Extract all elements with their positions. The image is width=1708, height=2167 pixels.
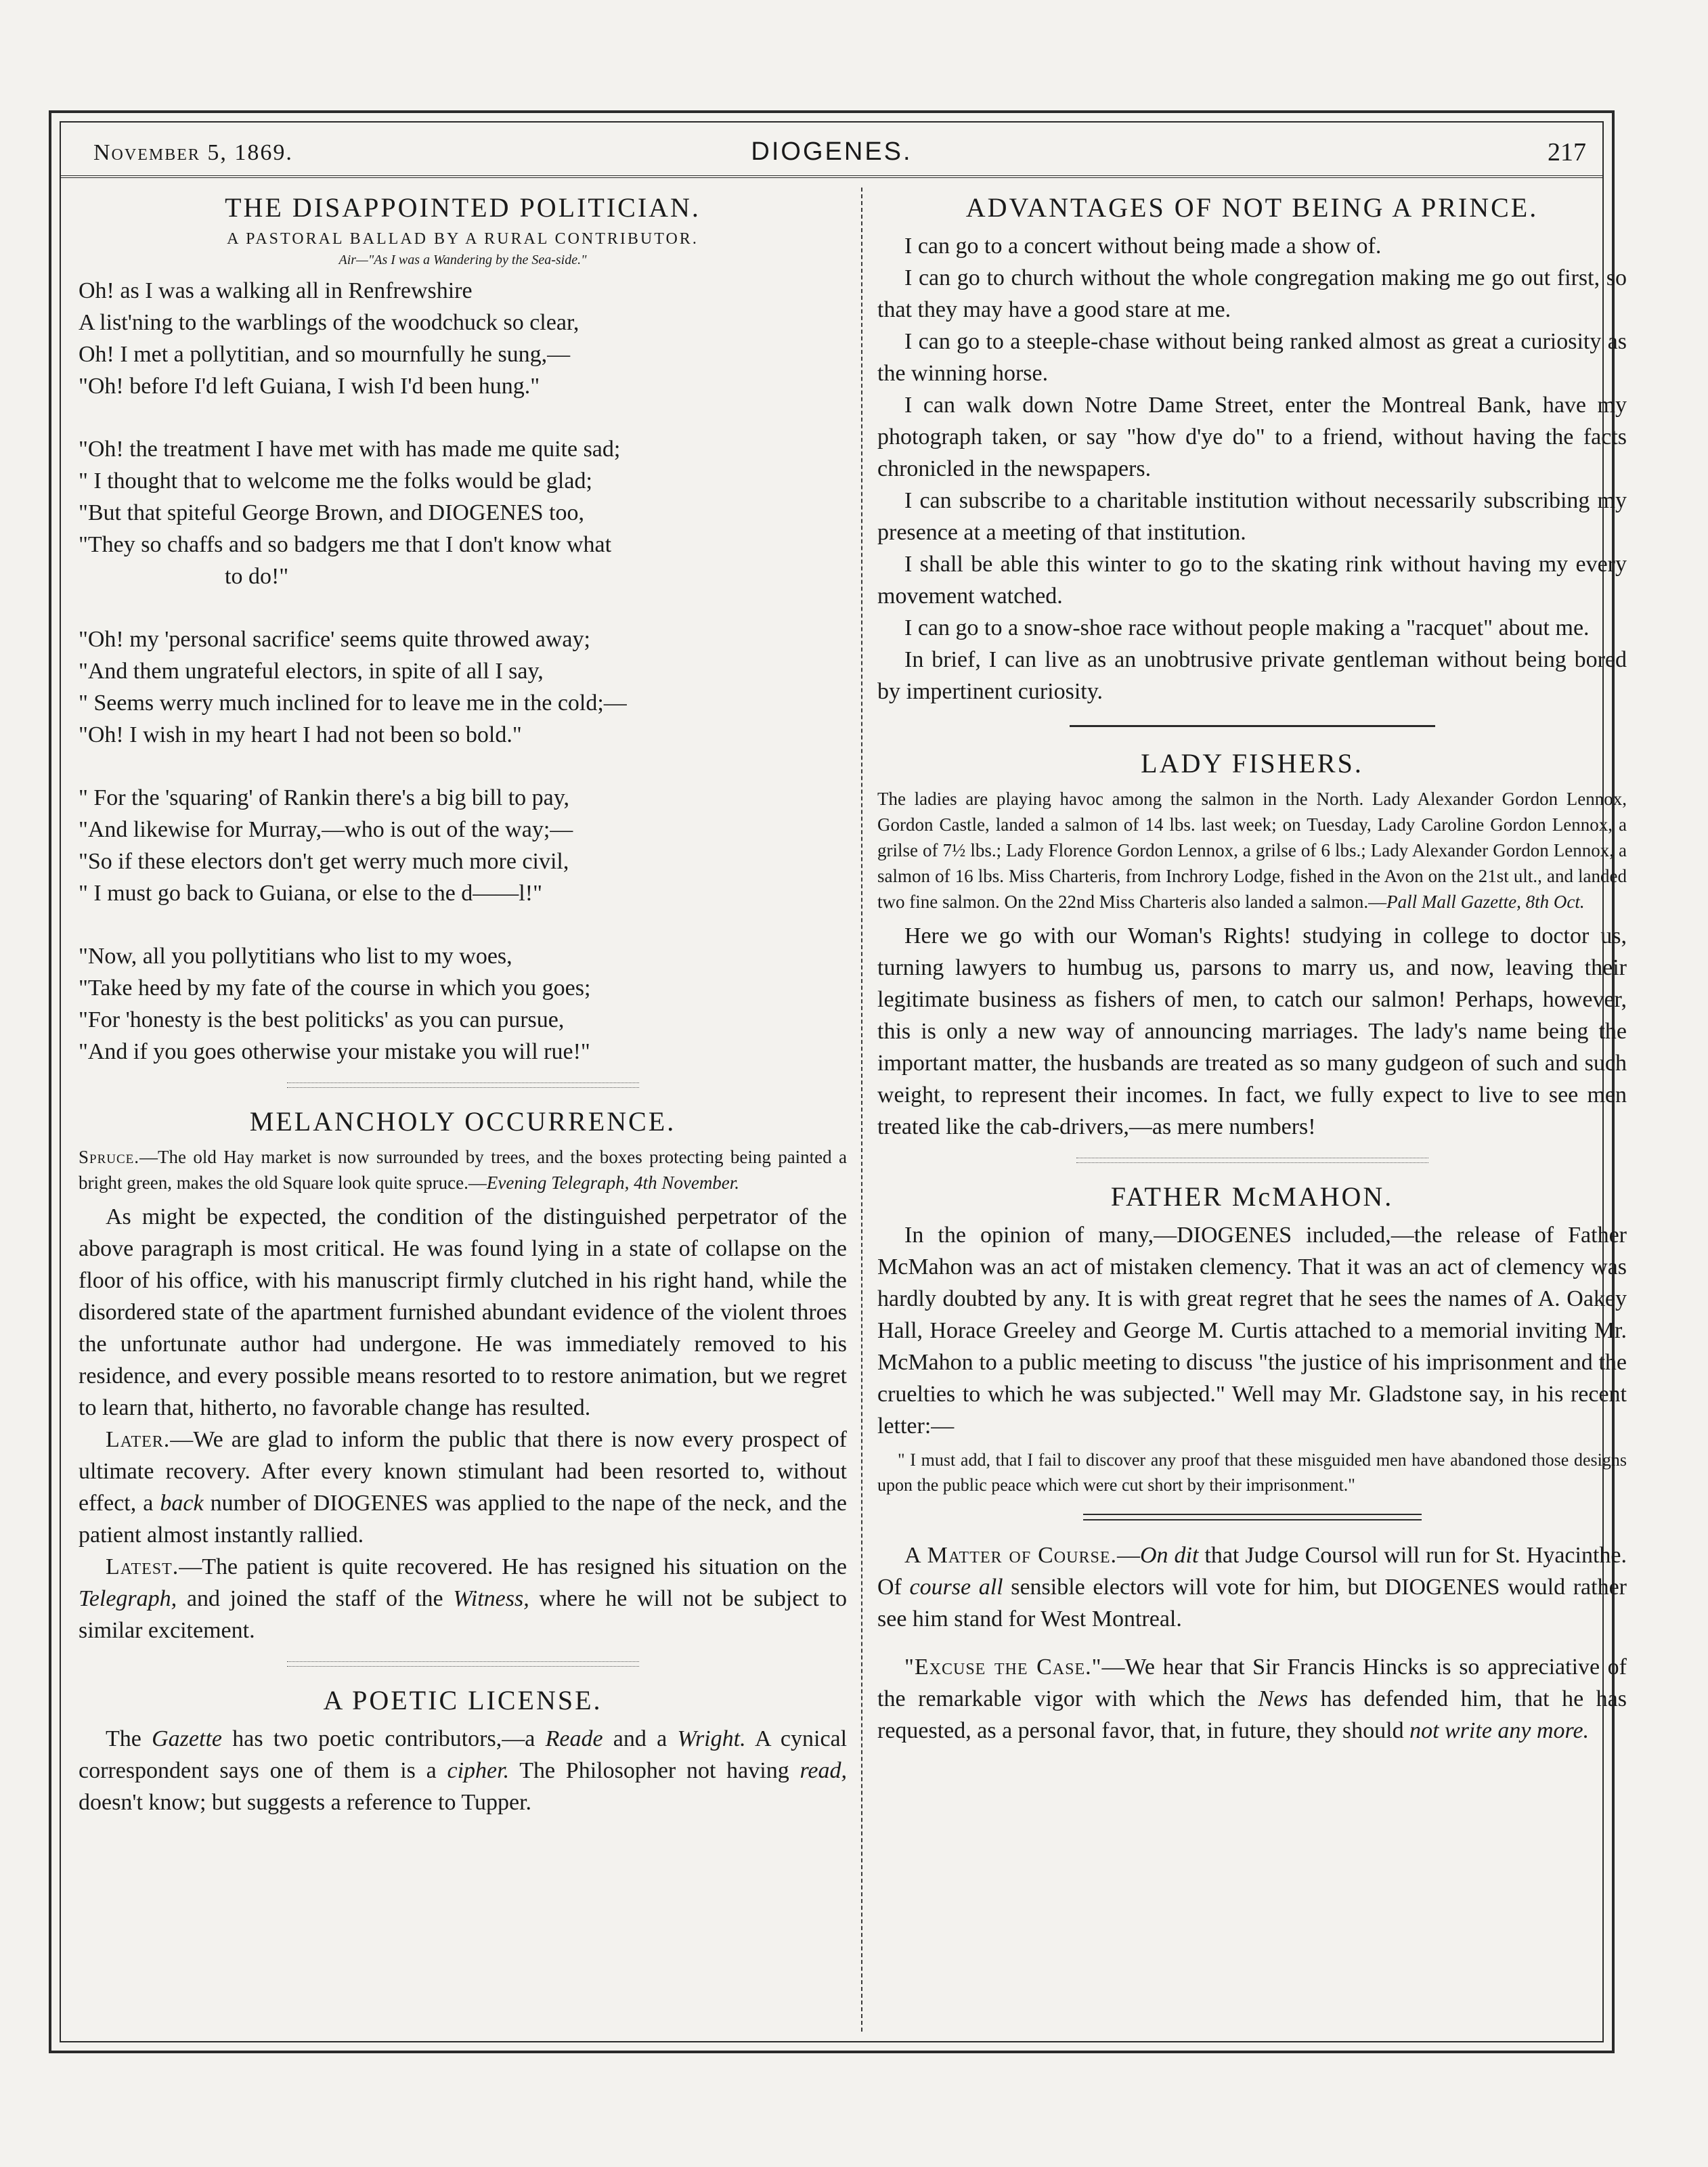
masthead — [61, 123, 1602, 178]
verse-line: "Oh! the treatment I have met with has made me quite sad; — [79, 437, 621, 462]
note-source: Evening Telegraph, 4th November. — [486, 1173, 740, 1193]
article-excuse-the-case — [877, 1651, 1627, 1747]
run-in-label: Latest. — [106, 1554, 179, 1579]
text-run: where he will not be subject to similar excitement. — [79, 1586, 847, 1643]
page-number: 217 — [1548, 138, 1586, 167]
text-run: number of DIOGENES was applied to the nape of the neck, and the patient almost instantly rallied. — [79, 1491, 847, 1548]
article-title: A POETIC LICENSE. — [323, 1685, 603, 1715]
verse-line: "But that spiteful George Brown, and DIOGENES too, — [79, 500, 584, 525]
article-father-mcmahon — [877, 1181, 1627, 1497]
paragraph — [877, 1651, 1627, 1747]
section-divider — [1070, 725, 1435, 727]
emphasis: cipher. — [447, 1758, 510, 1783]
run-in-label: "Excuse the Case." — [904, 1655, 1102, 1680]
paragraph: In brief, I can live as an unobtrusive private gentleman without being bored by impertinent curiosity. — [877, 647, 1627, 704]
ballad-verse — [79, 275, 847, 1068]
text-run: and a — [613, 1726, 667, 1751]
article-melancholy-occurrence — [79, 1106, 847, 1646]
verse-line: to do!" — [225, 564, 289, 589]
stanza — [79, 433, 847, 592]
run-in-label: Later. — [106, 1427, 171, 1452]
paragraph: As might be expected, the condition of the distinguished perpetrator of the above paragraph is most critical. He was found lying in a state of collapse on the floor of his office, with his manuscript firmly clutched in his right hand, while the disordered state of the apartment furnished abundant evidence of the violent throes the unfortunate author had undergone. He was immediately removed to his residence, and every possible means resorted to to restore animation, but we regret to learn that, hitherto, no favorable change has resulted. — [79, 1204, 847, 1420]
verse-line: " I thought that to welcome me the folks would be glad; — [79, 468, 592, 494]
stanza — [79, 782, 847, 909]
text-run: A cynical correspondent says one of them is a — [79, 1726, 847, 1783]
verse-line: "And if you goes otherwise your mistake you will rue!" — [79, 1039, 590, 1064]
paragraph-later — [79, 1424, 847, 1551]
emphasis: Telegraph, — [79, 1586, 177, 1611]
note-label: Spruce. — [79, 1147, 140, 1167]
text-run: The — [106, 1726, 141, 1751]
note-source: Pall Mall Gazette, 8th Oct. — [1386, 892, 1585, 912]
article-air: Air—"As I was a Wandering by the Sea-side." — [338, 253, 587, 267]
emphasis: Reade — [545, 1726, 603, 1751]
run-in-label: A Matter of Course. — [904, 1543, 1117, 1568]
text-run: that Judge Coursol will run for St. Hyacinthe. Of — [877, 1543, 1627, 1600]
verse-line: "Oh! before I'd left Guiana, I wish I'd been hung." — [79, 374, 540, 399]
column-divider — [861, 188, 862, 2032]
verse-line: "And them ungrateful electors, in spite of all I say, — [79, 659, 544, 684]
emphasis: Gazette — [152, 1726, 222, 1751]
paragraph: I can go to a steeple-chase without being ranked almost as great a curiosity as the winning horse. — [877, 329, 1627, 386]
issue-date: November 5, 1869. — [93, 140, 293, 165]
verse-line: "Oh! I wish in my heart I had not been so bold." — [79, 722, 522, 747]
text-run: — — [1117, 1543, 1140, 1568]
section-divider — [287, 1082, 639, 1088]
emphasis: back — [160, 1491, 204, 1516]
article-matter-of-course — [877, 1539, 1627, 1635]
text-run: and joined the staff of the — [186, 1586, 443, 1611]
quoted-paragraph — [877, 786, 1627, 915]
stanza — [79, 275, 847, 402]
text-run: —We hear that Sir Francis Hincks is so appreciative of the remarkable vigor with which the — [877, 1655, 1627, 1711]
section-divider — [1076, 1158, 1428, 1163]
emphasis: On dit — [1140, 1543, 1199, 1568]
verse-line: "Oh! my 'personal sacrifice' seems quite throwed away; — [79, 627, 590, 652]
paragraph: In the opinion of many,—DIOGENES included,—the release of Father McMahon was an act of mistaken clemency. That it was an act of clemency was hardly doubted by any. It is with great regret that he sees the names of A. Oakey Hall, Horace Greeley and George M. Curtis attached to a memorial inviting Mr. McMahon to a public meeting to discuss "the justice of his imprisonment and the cruelties to which he was subjected." Well may Mr. Gladstone say, in his recent letter:— — [877, 1223, 1627, 1439]
emphasis: News — [1258, 1686, 1309, 1711]
verse-line: " Seems werry much inclined for to leave me in the cold;— — [79, 691, 627, 716]
paragraph: I can go to church without the whole congregation making me go out first, so that they may have a good stare at me. — [877, 265, 1627, 322]
text-run: —We are glad to inform the public that there is now every prospect of ultimate recovery. After every known stimulant had been resorted to, without effect, a — [79, 1427, 847, 1516]
emphasis: Wright. — [677, 1726, 746, 1751]
paragraph: I can walk down Notre Dame Street, enter the Montreal Bank, have my photograph taken, or say "how d'ye do" to a friend, without having the facts chronicled in the newspapers. — [877, 393, 1627, 481]
publication-title: DIOGENES. — [751, 137, 913, 166]
article-title: LADY FISHERS. — [1141, 748, 1363, 779]
verse-line: "Take heed by my fate of the course in which you goes; — [79, 976, 591, 1001]
text-run: —The patient is quite recovered. He has resigned his situation on the — [179, 1554, 847, 1579]
text-run: The Philosopher not having — [519, 1758, 789, 1783]
article-subtitle: A PASTORAL BALLAD BY A RURAL CONTRIBUTOR. — [227, 230, 699, 248]
article-poetic-license — [79, 1684, 847, 1818]
left-column — [79, 188, 847, 2032]
paragraph — [79, 1723, 847, 1818]
paragraph-latest — [79, 1551, 847, 1646]
article-advantages-not-prince — [877, 192, 1627, 707]
verse-line: "So if these electors don't get werry much more civil, — [79, 849, 569, 874]
stanza — [79, 623, 847, 751]
verse-line: "For 'honesty is the best politicks' as you can pursue, — [79, 1007, 565, 1032]
text-run: doesn't know; but suggests a reference to Tupper. — [79, 1790, 532, 1815]
article-lady-fishers — [877, 747, 1627, 1143]
text-run: has defended him, that he has requested, as a personal favor, that, in future, they should — [877, 1686, 1627, 1743]
note-text: —The old Hay market is now surrounded by trees, and the boxes protecting being painted a bright green, makes the old Square look quite spruce.— — [79, 1147, 847, 1193]
article-title: FATHER McMAHON. — [1110, 1181, 1394, 1212]
verse-line: "They so chaffs and so badgers me that I don't know what — [79, 532, 612, 557]
emphasis: not write any more. — [1409, 1718, 1590, 1743]
article-title: ADVANTAGES OF NOT BEING A PRINCE. — [965, 192, 1539, 223]
quoted-paragraph — [79, 1144, 847, 1196]
paragraph: I can go to a concert without being made a show of. — [904, 234, 1382, 259]
article-title: THE DISAPPOINTED POLITICIAN. — [225, 192, 701, 223]
stanza — [79, 940, 847, 1068]
verse-line: Oh! as I was a walking all in Renfrewshire — [79, 278, 473, 303]
paragraph: I can subscribe to a charitable institution without necessarily subscribing my presence at a meeting of that institution. — [877, 488, 1627, 545]
paragraph: Here we go with our Woman's Rights! studying in college to doctor us, turning lawyers to humbug us, parsons to marry us, and now, leaving their legitimate business as fishers of men, to catch our salmon! Perhaps, however, this is only a new way of announcing marriages. The lady's name being the important matter, the husbands are treated as so many gudgeon of such and such weight, to represent their incomes. In fact, we fully expect to live to see men treated like the cab-drivers,—as mere numbers! — [877, 923, 1627, 1139]
paragraph: I shall be able this winter to go to the skating rink without having my every movement watched. — [877, 552, 1627, 609]
note-text: The ladies are playing havoc among the salmon in the North. Lady Alexander Gordon Lennox, Gordon Castle, landed a salmon of 14 lbs. last week; on Tuesday, Lady Caroline Gordon Lennox, a grilse of 7½ lbs.; Lady Florence Gordon Lennox, a grilse of 6 lbs.; Lady Alexander Gordon Lennox, a salmon of 16 lbs. Miss Charteris, from Inchrory Lodge, fished in the Avon on the 21st ult., and landed two fine salmon. On the 22nd Miss Charteris also landed a salmon.— — [877, 789, 1627, 912]
verse-line: A list'ning to the warblings of the woodchuck so clear, — [79, 310, 579, 335]
verse-line: "And likewise for Murray,—who is out of the way;— — [79, 817, 573, 842]
emphasis: Witness, — [453, 1586, 529, 1611]
verse-line: Oh! I met a pollytitian, and so mournfully he sung,— — [79, 342, 571, 367]
page-border-outer — [49, 110, 1627, 2053]
emphasis: course all — [909, 1575, 1003, 1600]
section-divider — [1083, 1514, 1422, 1520]
verse-line: " For the 'squaring' of Rankin there's a big bill to pay, — [79, 785, 570, 810]
verse-line: "Now, all you pollytitians who list to my woes, — [79, 944, 512, 969]
page-border-inner — [60, 121, 1627, 2042]
article-disappointed-politician — [79, 192, 847, 1068]
right-column — [877, 188, 1627, 2032]
text-run: sensible electors will vote for him, but DIOGENES would rather see him stand for West Montreal. — [877, 1575, 1627, 1632]
paragraph: I can go to a snow-shoe race without people making a "racquet" about me. — [904, 615, 1590, 640]
paragraph — [877, 1539, 1627, 1635]
emphasis: read, — [800, 1758, 847, 1783]
section-divider — [287, 1661, 639, 1667]
article-title: MELANCHOLY OCCURRENCE. — [249, 1106, 676, 1137]
text-run: has two poetic contributors,—a — [232, 1726, 535, 1751]
verse-line: " I must go back to Guiana, or else to the d——l!" — [79, 881, 542, 906]
quotation: " I must add, that I fail to discover any proof that these misguided men have abandoned those designs upon the public peace which were cut short by their imprisonment." — [877, 1450, 1627, 1495]
